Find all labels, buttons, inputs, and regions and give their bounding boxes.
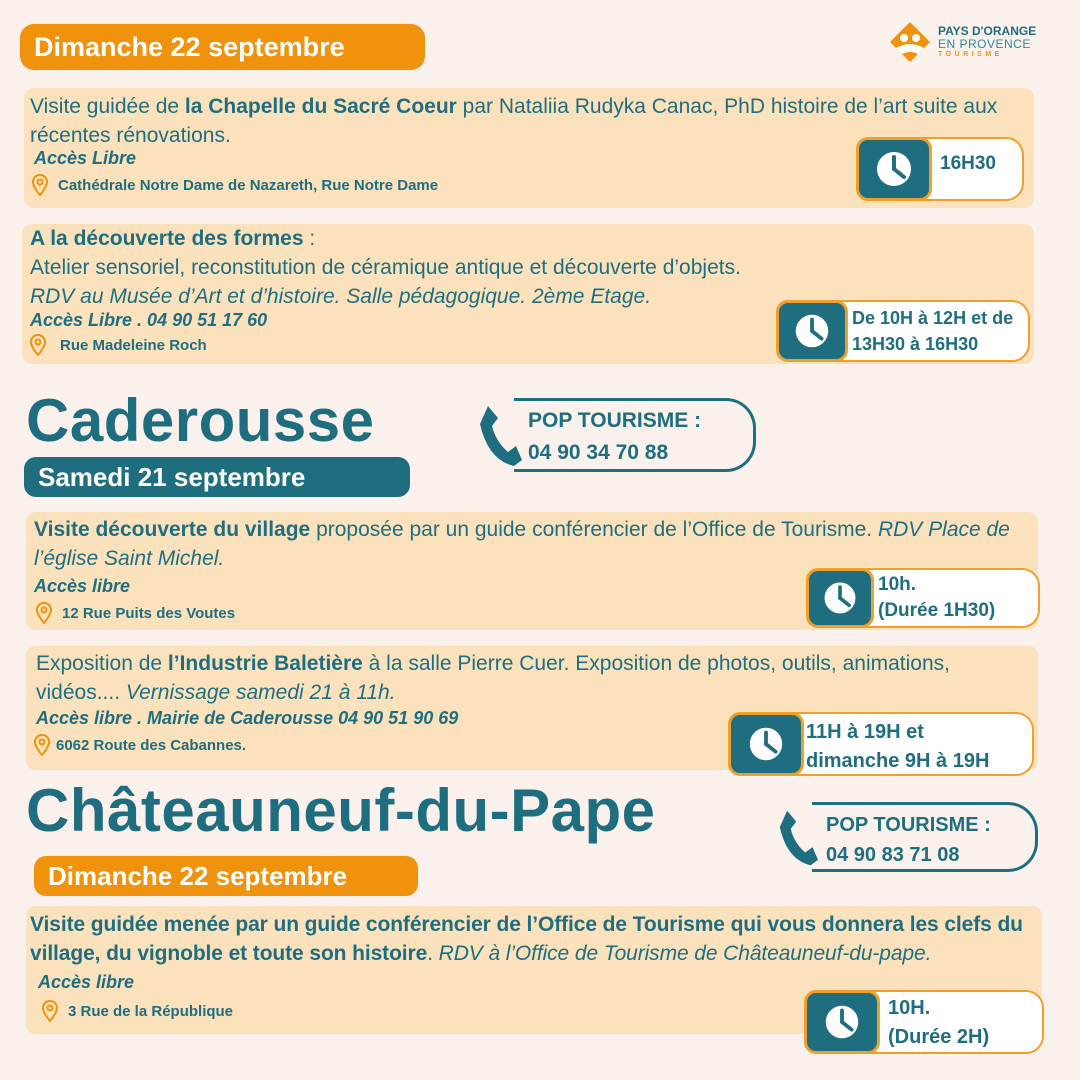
time-badge	[728, 712, 1034, 776]
date-pill-saturday	[24, 457, 410, 497]
clock-icon	[820, 578, 860, 618]
logo-line-2: EN PROVENCE	[938, 37, 1031, 51]
phone-number[interactable]: 04 90 83 71 08	[826, 844, 960, 866]
event-address: 3 Rue de la République	[42, 1000, 233, 1022]
event-address: 12 Rue Puits des Voutes	[36, 602, 235, 624]
event-description: A la découverte des formes : Atelier sensoriel, reconstitution de céramique antique et découverte d’objets. RDV au Musée d’Art et d’histoire. Salle pédagogique. 2ème Etage.	[30, 227, 741, 308]
date-pill-sunday	[20, 24, 425, 70]
brand-logo	[888, 20, 1058, 64]
date-label: Dimanche 22 septembre	[48, 860, 348, 891]
phone-box	[812, 802, 1038, 872]
clock-icon	[791, 310, 833, 352]
clock-icon	[745, 723, 787, 765]
clock-box	[728, 712, 804, 776]
time-text: 10H. (Durée 2H)	[888, 997, 990, 1048]
access-info: Accès Libre	[34, 148, 137, 168]
location-pin-icon	[32, 174, 48, 196]
event-description: Visite découverte du village proposée par un guide conférencier de l’Office de Tourisme. RDV Place de l’église Saint Michel.	[34, 518, 1010, 570]
date-label: Samedi 21 septembre	[38, 461, 306, 492]
phone-label: POP TOURISME :	[528, 409, 702, 432]
access-info: Accès libre	[34, 576, 131, 596]
logo-line-3: TOURISME	[938, 51, 1003, 58]
date-label: Dimanche 22 septembre	[34, 31, 345, 62]
time-badge	[776, 300, 1030, 362]
event-address: 6062 Route des Cabannes.	[34, 734, 246, 756]
clock-icon	[872, 147, 916, 191]
time-text: 10h. (Durée 1H30)	[878, 574, 996, 621]
access-info: Accès libre . Mairie de Caderousse 04 90 51 90 69	[36, 708, 459, 728]
clock-box	[806, 568, 874, 628]
location-pin-icon	[36, 602, 52, 624]
time-badge	[856, 137, 1024, 201]
clock-icon	[821, 1001, 863, 1043]
event-description: Visite guidée de la Chapelle du Sacré Coeur par Nataliia Rudyka Canac, PhD histoire de l’art suite aux récentes rénovations.	[30, 95, 998, 147]
phone-number[interactable]: 04 90 34 70 88	[528, 441, 669, 464]
phone-label: POP TOURISME :	[826, 814, 991, 836]
location-pin-icon	[34, 734, 50, 756]
town-title-caderousse: Caderousse	[26, 387, 375, 454]
logo-emblem-icon	[888, 20, 932, 64]
time-text: 16H30	[940, 153, 996, 174]
time-badge	[804, 990, 1044, 1054]
time-text: 11H à 19H et dimanche 9H à 19H	[806, 721, 990, 772]
event-description: Exposition de l’Industrie Baletière à la salle Pierre Cuer. Exposition de photos, outils, animations, vidéos.... Vernissage samedi 21 à 11h.	[36, 652, 950, 704]
event-address: Rue Madeleine Roch	[30, 334, 207, 356]
clock-box	[856, 137, 932, 201]
event-description: Visite guidée menée par un guide conférencier de l’Office de Tourisme qui vous donnera les clefs du village, du vignoble et toute son histoire. RDV à l’Office de Tourisme de Châteauneuf-du-pape.	[30, 913, 1023, 965]
location-pin-icon	[42, 1000, 58, 1022]
date-pill-sunday	[34, 856, 418, 896]
clock-box	[776, 300, 848, 362]
event-address: Cathédrale Notre Dame de Nazareth, Rue Notre Dame	[32, 174, 438, 196]
time-badge	[806, 568, 1040, 628]
phone-box	[514, 398, 756, 472]
time-text: De 10H à 12H et de 13H30 à 16H30	[852, 308, 1014, 354]
access-info: Accès libre	[38, 972, 135, 992]
location-pin-icon	[30, 334, 46, 356]
access-info: Accès Libre . 04 90 51 17 60	[30, 310, 268, 330]
clock-box	[804, 990, 880, 1054]
logo-line-1: PAYS D'ORANGE	[938, 24, 1037, 38]
town-title-chateauneuf: Châteauneuf-du-Pape	[26, 777, 656, 844]
